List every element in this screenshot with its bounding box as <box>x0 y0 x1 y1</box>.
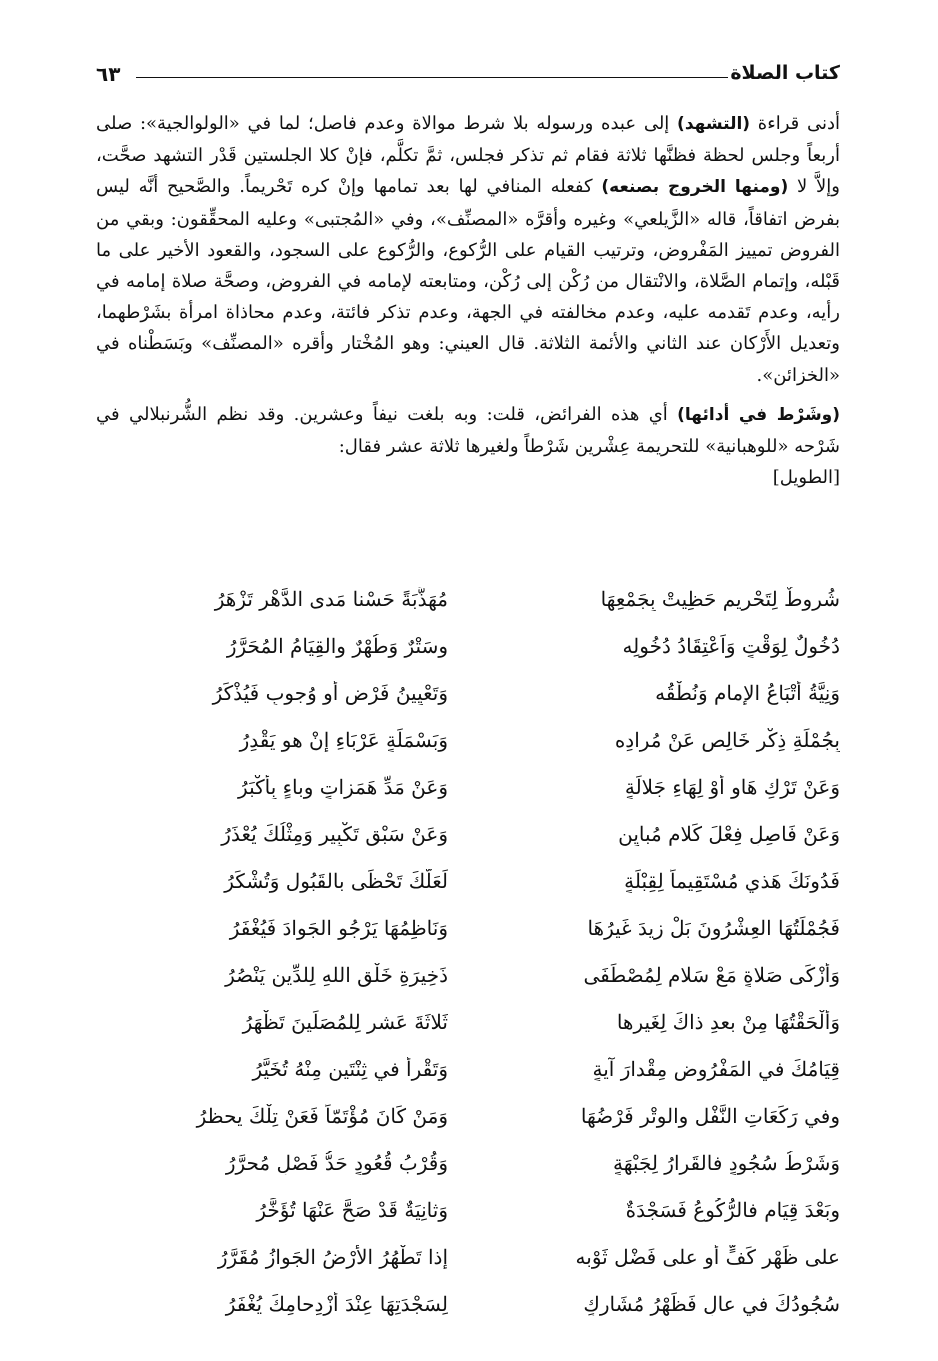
text-segment: كفعله المنافي لها بعد تمامها وإنْ كره تَحْريماً. والصَّحيح أنَّه ليس بفرض اتفاقاً، قاله «الزَّيلعي» وغيره وأقرَّه «المصنِّف»، وفي «المُجتبى» وعليه المحقِّقون: وبقي من الفروض تمييز المَفْروض، وترتيب القيام على الرُّكوع، والرُّكوع على السجود، والقعود الأخير على ما قَبْله، وإتمام الصَّلاة، والانْتقال من رُكْن إلى رُكْن، ومتابعته لإمامه في الفروض، وصحَّة صلاة إمامه في رأيه، وعدم تَقدمه عليه، وعدم مخالفته في الجهة، وعدم تذكر فائتة، وعدم محاذاة امرأة بشَرْطهما، وتعديل الأَرْكان عند الثاني والأئمة الثلاثة. قال العيني: وهو المُخْتار وأقره «المصنِّف» وبَسَطْناه في «الخزائن». <box>96 176 840 386</box>
meter-label: [الطويل] <box>772 467 840 489</box>
verse-second-hemistich: إذا تَطْهُرُ الأَرْضُ الجَوازُ مُقَرَّرُ <box>217 1245 448 1270</box>
verse-second-hemistich: وَثانِيَةٌ قَدْ صَحَّ عَنْهَا تُؤَخَّرُ <box>256 1198 448 1223</box>
verse-first-hemistich: على ظَهْرِ كَفٍّ أو على فَضْلِ ثَوْبه <box>575 1245 840 1270</box>
poem-verse <box>96 1281 840 1328</box>
text-segment: أي هذه الفرائض، قلت: وبه بلغت نيفاً وعشرين. وقد نظم الشُّرنبلالي في شَرْحه «للوهبانية» للتحريمة عِشْرين شَرْطاً ولغيرها ثلاثة عشر فقال: <box>96 403 840 458</box>
poem-verse <box>96 716 840 763</box>
verse-first-hemistich: قِيَامُكَ في المَفْرُوضِ مِقْدارَ آيةٍ <box>592 1056 840 1081</box>
verse-first-hemistich: فَدُونَكَ هَذي مُسْتَقِيماً لِقِبْلَةٍ <box>624 868 840 893</box>
verse-first-hemistich: وَشَرْطُ سُجُودٍ فالقَرارُ لِجَبْهَةٍ <box>612 1151 840 1176</box>
bold-term-shart: (وشَرْط في أدائها) <box>677 404 840 425</box>
verse-first-hemistich: بِجُمْلَةِ ذِكْرٍ خَالِصٍ عَنْ مُرادِه <box>614 727 840 752</box>
verse-second-hemistich: مُهَذَّبَةً حَسْنا مَدى الدَّهْرِ تَزْهَرُ <box>214 586 448 611</box>
text-segment: أدنى قراءة <box>750 113 840 134</box>
header-rule <box>136 77 728 78</box>
verse-second-hemistich: وَبَسْمَلَةٍ عَرْبَاءِ إنْ هو يَقْدِرُ <box>239 727 448 752</box>
bold-term-tashahhud: (التشهد) <box>677 114 751 134</box>
poem-verse <box>96 622 840 669</box>
poem-verse <box>96 669 840 716</box>
verse-first-hemistich: سُجُودُكَ في عالٍ فَظَهْرُ مُشَارِكٍ <box>583 1292 840 1317</box>
poem-verse <box>96 763 840 810</box>
verse-second-hemistich: ثَلاثَةَ عَشرٍ لِلمُصَلِّينَ تَظْهَرُ <box>242 1009 448 1034</box>
verse-second-hemistich: وَنَاظِمُهَا يَرْجُو الجَوادَ فَيُغْفَرُ <box>229 915 448 940</box>
verse-second-hemistich: وَتَعْيِينُ فَرْضٍ أو وُجوبٍ فَيُذْكَرُ <box>212 680 448 705</box>
poem-verse <box>96 998 840 1045</box>
running-title: كتاب الصلاة <box>730 62 840 84</box>
commentary-text <box>96 108 840 493</box>
verse-first-hemistich: وَعَنْ تَرْكِ هَاوٍ أوْ لِهَاءِ جَلالَةٍ <box>624 774 840 799</box>
verse-second-hemistich: وَمَنْ كَانَ مُؤْتَمّاً فَعَنْ تِلْكَ يحظرُ <box>196 1104 448 1129</box>
paragraph-1 <box>96 108 840 391</box>
text-segment: إلى عبده ورسوله بلا شرط موالاة وعدم فاصل؛ لما في «الولوالجية»: صلى أربعاً وجلس لحظة فظنَّها ثلاثة فقام ثم تذكر فجلس، ثمَّ تكلَّم، فإنْ كلا الجلستين قَدْر التشهد صحَّت، وإلاَّ لا <box>96 113 840 198</box>
verse-first-hemistich: شُروطٌ لِتَحْريمٍ حَظِيتْ بِجَمْعِهَا <box>600 586 840 611</box>
verse-first-hemistich: وَعَنْ فَاصِلٍ فِعْلَ كَلامٍ مُبايِنٍ <box>618 821 840 846</box>
page-header <box>96 62 840 86</box>
poem-verse <box>96 1187 840 1234</box>
verse-second-hemistich: وَتَقْرأُ في ثِنْتَينِ مِنْهُ تُخَيَّرُ <box>252 1056 448 1081</box>
poem-verse <box>96 1045 840 1092</box>
verse-second-hemistich: وَقُرْبُ قُعُودٍ حَدُّ فَصْلٍ مُحرَّرُ <box>225 1151 448 1176</box>
verse-second-hemistich: وسَتْرٌ وَطُهْرٌ والقِيَامُ المُحَرَّرُ <box>226 633 448 658</box>
poem-verse <box>96 857 840 904</box>
page-number: ٦٣ <box>96 62 121 86</box>
verse-second-hemistich: ذَخِيرَةِ خَلْقِ اللهِ لِلدِّينِ يَنْصُرُ <box>225 962 448 987</box>
poem-verse <box>96 1140 840 1187</box>
verse-first-hemistich: وبَعْدَ قِيَامٍ فالرُّكُوعُ فَسَجْدَةٌ <box>625 1198 840 1223</box>
poem-verse <box>96 575 840 622</box>
bold-term-khuruj: (ومنها الخروج بصنعه) <box>601 177 789 198</box>
verse-first-hemistich: دُخُولٌ لِوَقْتٍ وَاَعْتِقَادُ دُخُولِه <box>622 633 840 658</box>
verse-first-hemistich: وَنِيَّةُ أتْبَاعُ الإِمامِ وَنُطْقُه <box>655 680 840 705</box>
paragraph-2 <box>96 399 840 494</box>
poem-verse <box>96 951 840 998</box>
verse-first-hemistich: وفي رَكَعَاتِ النَّفْلِ والوِتْرِ فَرْضُهَا <box>580 1104 840 1129</box>
verse-first-hemistich: وَأَزْكَى صَلاةٍ مَعْ سَلامٍ لِمُصْطَفَى <box>583 962 840 987</box>
poem-verse <box>96 810 840 857</box>
verse-second-hemistich: وَعَنْ سَبْقِ تَكْبِيرٍ وَمِثْلُكَ يُعْذَرُ <box>221 821 448 846</box>
verse-second-hemistich: وَعَنْ مَدِّ هَمَزاتٍ وباءٍ بِأَكْبَرُ <box>238 774 448 799</box>
poem-verse <box>96 904 840 951</box>
verse-second-hemistich: لِسَجْدَتِهَا عِنْدَ أزْدِحامِكَ يُغْفَرُ <box>225 1292 448 1317</box>
verse-second-hemistich: لَعَلَّكَ تَحْظَى بالقَبُولِ وَتُشْكَرُ <box>224 868 448 893</box>
poem <box>96 575 840 1328</box>
poem-verse <box>96 1234 840 1281</box>
poem-verse <box>96 1093 840 1140</box>
verse-first-hemistich: وَأَلْحَقْتُهَا مِنْ بعدِ ذاكَ لِغَيرِها <box>616 1009 840 1034</box>
verse-first-hemistich: فَجُمْلَتُهَا العِشْرُونَ بَلْ زِيدَ غَيرُهَا <box>587 915 840 940</box>
